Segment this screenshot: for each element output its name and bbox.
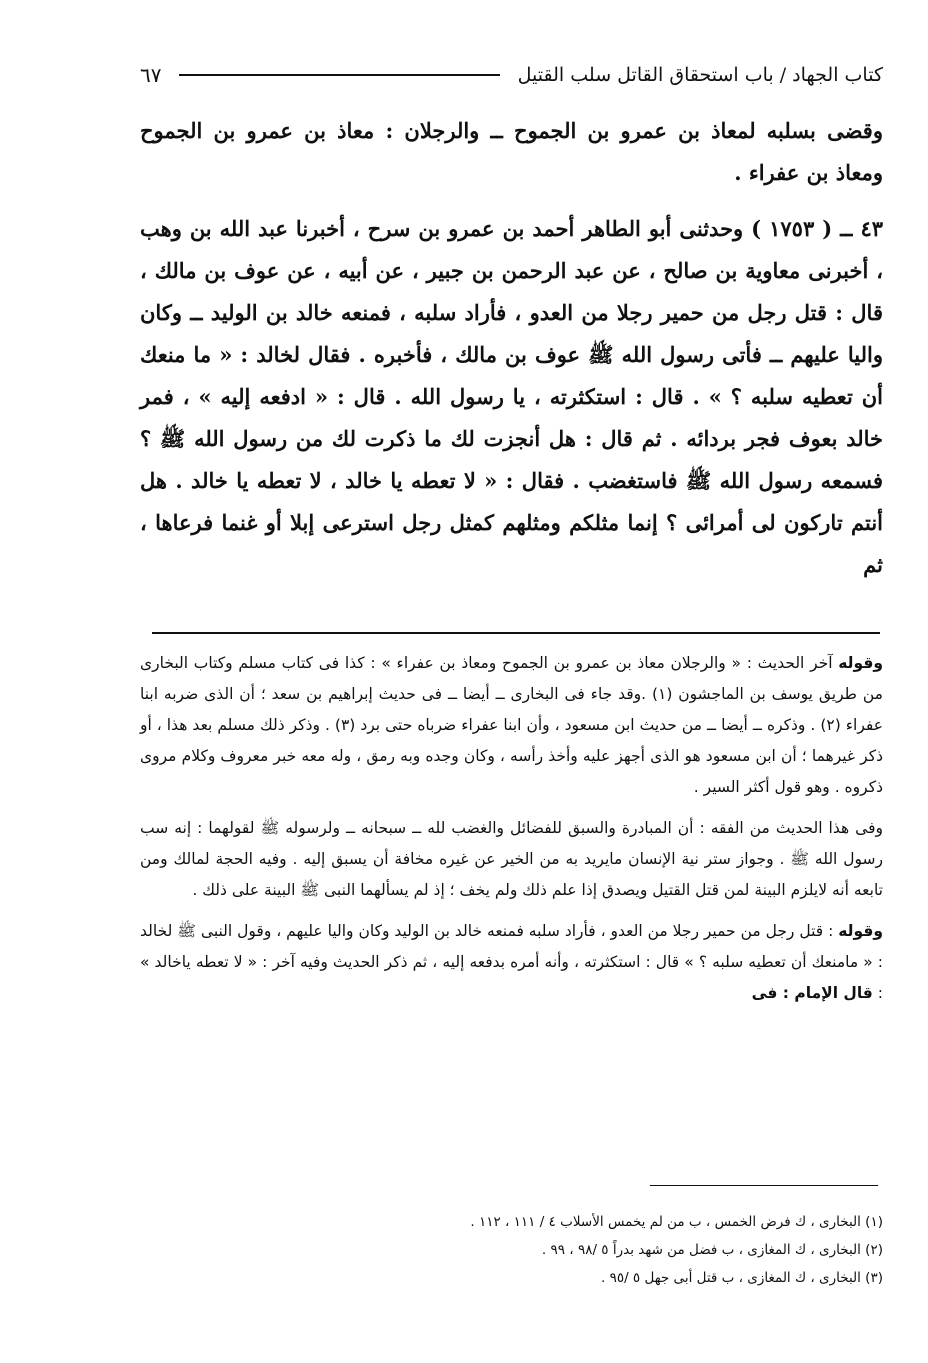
- commentary-text: آخر الحديث : « والرجلان معاذ بن عمرو بن الجموح ومعاذ بن عفراء » : كذا فى كتاب مسلم وكتاب البخارى من طريق يوسف بن الماجشون (١) .وقد جاء فى البخارى ــ أيضا ــ فى حديث إبراهيم بن سعد ؛ أن الذى ضربه ابنا عفراء (٢) . وذكره ــ أيضا ــ من حديث ابن مسعود ، وأن ابنا عفراء ضرباه حتى برد (٣) . وذكر ذلك مسلم بعد هذا ، أو ذكر غيرهما ؛ أن ابن مسعود هو الذى أجهز عليه وأخذ رأسه ، وكان وجده وبه رمق ، وله معه خبر معروف وكلام مروى ذكروه . وهو قول أكثر السير .: [140, 654, 883, 796]
- footnotes: [140, 1208, 883, 1292]
- commentary-paragraph-1: [140, 648, 883, 803]
- page-header: [140, 58, 883, 92]
- footnote: (١) البخارى ، ك فرض الخمس ، ب من لم يخمس الأسلاب ٤ / ١١١ ، ١١٢ .: [470, 1214, 883, 1230]
- commentary-lead: وقوله: [838, 922, 883, 940]
- commentary: [140, 648, 883, 1019]
- hadith-paragraph-1: وقضى بسلبه لمعاذ بن عمرو بن الجموح ــ والرجلان : معاذ بن عمرو بن الجموح ومعاذ بن عفراء .: [140, 118, 883, 185]
- hadith-paragraph-2: ٤٣ ــ ( ١٧٥٣ ) وحدثنى أبو الطاهر أحمد بن عمرو بن سرح ، أخبرنا عبد الله بن وهب ، أخبرنى معاوية بن صالح ، عن عبد الرحمن بن جبير ، عن أبيه ، عن عوف بن مالك ، قال : قتل رجل من حمير رجلا من العدو ، فأراد سلبه ، فمنعه خالد بن الوليد ــ وكان واليا عليهم ــ فأتى رسول الله ﷺ عوف بن مالك ، فأخبره . فقال لخالد : « ما منعك أن تعطيه سلبه ؟ » . قال : استكثرته ، يا رسول الله . قال : « ادفعه إليه » ، فمر خالد بعوف فجر بردائه . ثم قال : هل أنجزت لك ما ذكرت لك من رسول الله ﷺ ؟ فسمعه رسول الله ﷺ فاستغضب . فقال : « لا تعطه يا خالد ، لا تعطه يا خالد . هل أنتم تاركون لى أمرائى ؟ إنما مثلكم ومثلهم كمثل رجل استرعى إبلا أو غنما فرعاها ، ثم: [140, 216, 883, 577]
- footnote: (٢) البخارى ، ك المغازى ، ب فضل من شهد بدراً ٥ /٩٨ ، ٩٩ .: [541, 1242, 883, 1258]
- commentary-paragraph-2: وفى هذا الحديث من الفقه : أن المبادرة والسبق للفضائل والغضب لله ــ سبحانه ــ ولرسوله ﷺ لقولهما : إنه سب رسول الله ﷺ . وجواز ستر نية الإنسان مايريد به من الخير عن غيره مخافة أن يسبق إليه . وفيه الحجة لمالك ومن تابعه أنه لايلزم البينة لمن قتل القتيل ويصدق إذا علم ذلك ولم يخف ؛ إذ لم يسألهما النبى ﷺ البينة على ذلك .: [140, 819, 883, 899]
- commentary-tail: قال الإمام : فى: [751, 984, 873, 1002]
- footnote: (٣) البخارى ، ك المغازى ، ب قتل أبى جهل ٥ /٩٥ .: [600, 1270, 883, 1286]
- running-title: كتاب الجهاد / باب استحقاق القاتل سلب القتيل: [517, 64, 883, 86]
- hadith-text: [140, 110, 883, 586]
- footnote-rule: [650, 1185, 878, 1186]
- commentary-paragraph-3: [140, 916, 883, 1009]
- commentary-text: : قتل رجل من حمير رجلا من العدو ، فأراد سلبه فمنعه خالد بن الوليد وكان واليا عليهم ، وقول النبى ﷺ لخالد : « مامنعك أن تعطيه سلبه ؟ » قال : استكثرته ، وأنه أمره بدفعه إليه ، ثم ذكر الحديث وفيه آخر : « لا تعطه ياخالد » :: [140, 922, 883, 1002]
- commentary-lead: وقوله: [838, 654, 883, 672]
- page-number: ٦٧: [140, 63, 162, 87]
- header-rule: [179, 74, 499, 76]
- text-commentary-divider: [152, 632, 880, 634]
